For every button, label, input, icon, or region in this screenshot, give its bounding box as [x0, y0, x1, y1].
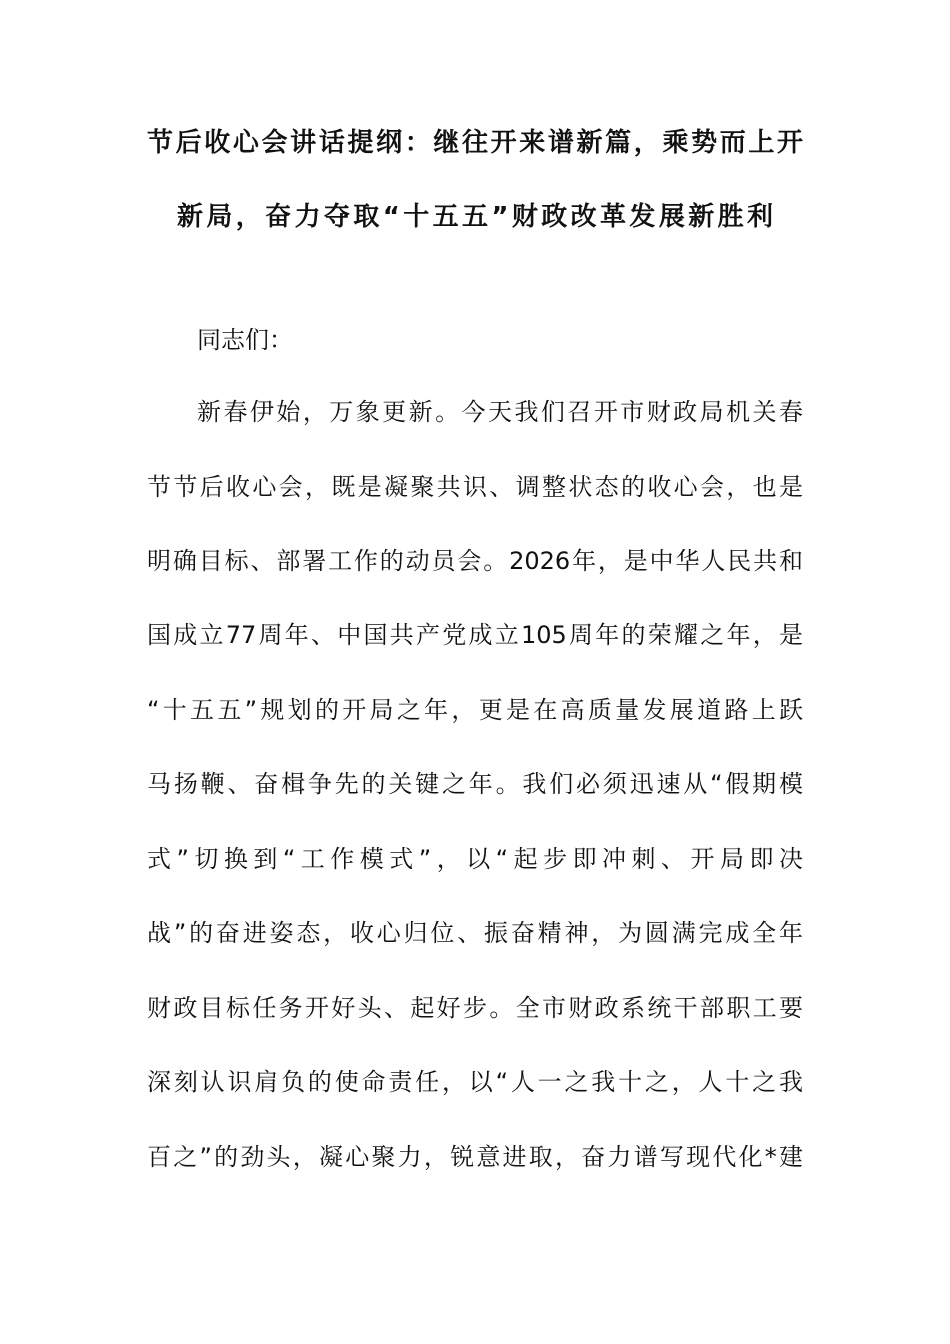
- body-line: 新春伊始，万象更新。今天我们召开市财政局机关春: [197, 398, 803, 426]
- greeting: 同志们：: [197, 326, 293, 354]
- body-line: 马扬鞭、奋楫争先的关键之年。我们必须迅速从“假期模: [147, 770, 803, 798]
- body-line: 式”切换到“工作模式”，以“起步即冲刺、开局即决: [147, 845, 803, 873]
- body-line: 财政目标任务开好头、起好步。全市财政系统干部职工要: [147, 994, 803, 1022]
- body-line: 百之”的劲头，凝心聚力，锐意进取，奋力谱写现代化*建: [147, 1143, 803, 1171]
- document-title-line-1: 节后收心会讲话提纲：继往开来谱新篇，乘势而上开: [147, 128, 803, 158]
- body-line: 明确目标、部署工作的动员会。2026年，是中华人民共和: [147, 547, 803, 575]
- body-line: 国成立77周年、中国共产党成立105周年的荣耀之年，是: [147, 621, 803, 649]
- body-line: 深刻认识肩负的使命责任，以“人一之我十之，人十之我: [147, 1068, 803, 1096]
- body-line: 节节后收心会，既是凝聚共识、调整状态的收心会，也是: [147, 473, 803, 501]
- body-line: 战”的奋进姿态，收心归位、振奋精神，为圆满完成全年: [147, 919, 803, 947]
- document-title-line-2: 新局，奋力夺取“十五五”财政改革发展新胜利: [177, 202, 773, 232]
- body-line: “十五五”规划的开局之年，更是在高质量发展道路上跃: [147, 696, 803, 724]
